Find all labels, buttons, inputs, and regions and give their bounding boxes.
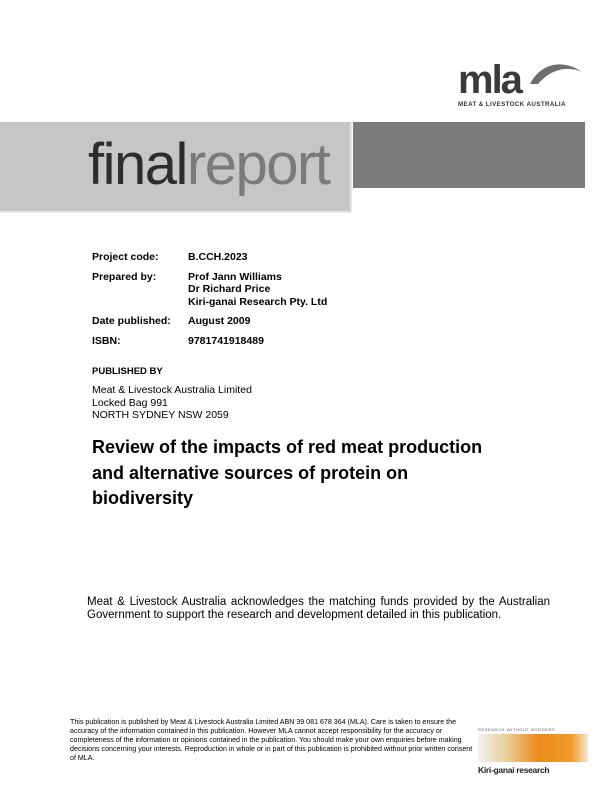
banner-dark-block [353, 122, 585, 188]
isbn-label: ISBN: [92, 334, 121, 347]
final-report-heading [88, 133, 329, 197]
mla-swoosh-icon [528, 58, 584, 88]
project-code-value: B.CCH.2023 [188, 251, 248, 263]
mla-tagline: MEAT & LIVESTOCK AUSTRALIA [458, 101, 566, 108]
publisher-address [92, 384, 252, 422]
project-details [92, 251, 327, 354]
prepared-by-row [92, 271, 327, 309]
kiri-tagline: RESEARCH WITHOUT BORDERS [478, 727, 556, 732]
isbn-value: 9781741918489 [188, 334, 264, 347]
author-line: Prof Jann Williams [188, 270, 282, 283]
isbn-row [92, 335, 327, 348]
disclaimer-text: This publication is published by Meat & Livestock Australia Limited ABN 39 081 678 364 (MLA). Care is taken to ensure the accuracy of the information contained in this publication. However MLA cannot accept responsibility for the accuracy or completeness of the information or opinions contained in the publication. You should make your own enquiries before making decisions concerning your interests. Reproduction in whole or in part of this publication is prohibited without prior written consent of MLA. [70, 718, 473, 763]
banner-shadow [0, 211, 352, 213]
date-row [92, 315, 327, 328]
prepared-by-label: Prepared by: [92, 270, 157, 283]
address-line: Meat & Livestock Australia Limited [92, 384, 252, 396]
kiri-gradient-band [478, 734, 588, 762]
project-code-label: Project code: [92, 251, 159, 263]
banner-divider [350, 122, 352, 212]
heading-final: final [88, 132, 187, 197]
acknowledgement-text: Meat & Livestock Australia acknowledges the matching funds provided by the Australian Government to support the research and development detailed in this publication. [87, 596, 550, 621]
mla-wordmark: mla [458, 58, 521, 102]
author-line: Kiri-ganai Research Pty. Ltd [188, 295, 328, 308]
author-line: Dr Richard Price [188, 283, 271, 295]
date-value: August 2009 [188, 315, 251, 327]
published-by-heading: PUBLISHED BY [92, 366, 163, 377]
heading-report: report [186, 132, 330, 197]
prepared-by-value [188, 271, 327, 309]
report-title: Review of the impacts of red meat production and alternative sources of protein on biodiversity [92, 437, 483, 508]
kiri-ganai-logo [478, 723, 588, 777]
mla-logo [458, 58, 582, 114]
project-code-row [92, 251, 327, 264]
address-line: Locked Bag 991 [92, 396, 168, 409]
date-label: Date published: [92, 315, 171, 327]
address-line: NORTH SYDNEY NSW 2059 [92, 409, 229, 422]
kiri-name: Kiri-ganai research [478, 765, 550, 775]
